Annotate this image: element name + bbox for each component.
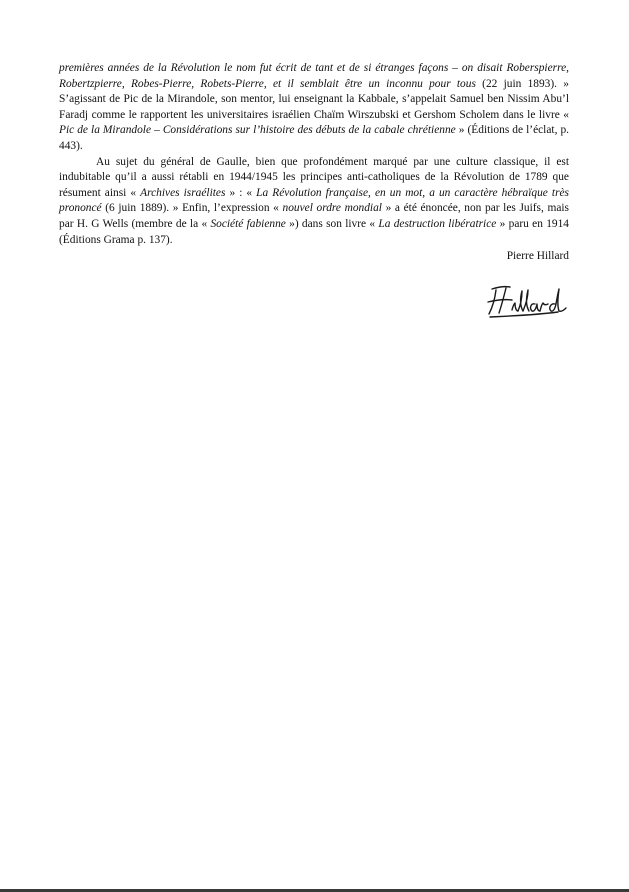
paragraph-1 [59,61,569,155]
body-text [59,61,569,248]
journal-title: Archives israélites [140,186,226,199]
text-span: ») dans son livre « [285,217,379,230]
text-span: (6 juin 1889). » Enfin, l’expression « [101,202,283,215]
expression: nouvel ordre mondial [282,202,382,215]
author-name: Pierre Hillard [506,250,569,262]
text-span: (22 juin 1893). » S’agissant de Pic de la Mirandole, son mentor, lui enseignant la Kabbale, s’appelait Samuel ben Nissim Abu’l Faradj comme le rapportent les universitaires israélien Chaïm Wirszubski et Gershom Scholem dans le livre « [59,77,569,121]
signature [486,282,572,322]
text-span: Au sujet du général de Gaulle, bien que profondément marqué par une culture classique, il est indubitable qu’il a aussi rétabli en 1944/1945 les principes anti-catholiques de la Révolution de 1789 que résument ainsi « [59,155,569,199]
text-span: » a été énoncée, non par les Juifs, mais par H. G Wells (membre de la « [59,202,569,230]
text-span: » paru en 1914 (Éditions Grama p. 137). [59,217,569,246]
book-title: La destruction libératrice [378,217,497,230]
society-name: Société fabienne [210,217,286,230]
text-span: » : « [225,186,257,199]
quotation: La Révolution française, en un mot, a un caractère hébraïque très prononcé [59,186,569,215]
book-title: Pic de la Mirandole – Considérations sur l’histoire des débuts de la cabale chrétienne [59,124,456,137]
text-span: premières années de la Révolution le nom fut écrit de tant et de si étranges façons – on disait Roberspierre, Robertzpierre, Robes-Pierre, Robets-Pierre, et il semblait être un inconnu pour tous [59,62,569,90]
text-span: » (Éditions de l’éclat, p. 443). [59,124,570,152]
paragraph-2 [59,155,569,249]
